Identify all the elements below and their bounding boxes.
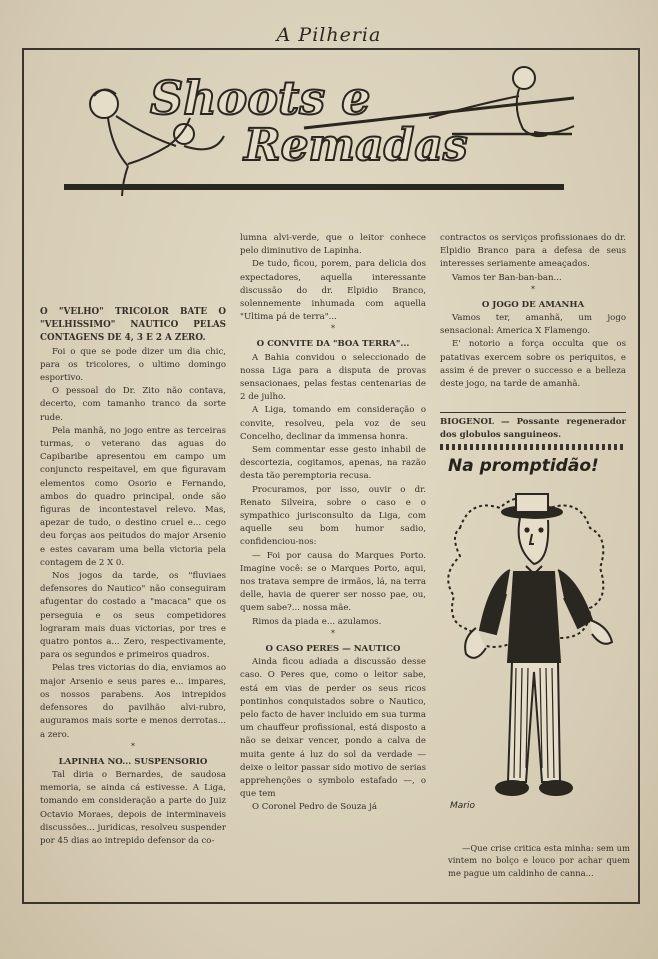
separator-star: * [331,324,335,334]
ad-text: BIOGENOL — Possante regenerador dos globulos sanguineos. [440,417,626,441]
paragraph: Procuramos, por isso, ouvir o dr. Renato Silveira, sobre o caso e o sympathico jurisconsulto da Liga, com aquelle seu bom humor sadio, confidenciou-nos: [240,484,426,548]
banner-title [150,71,468,171]
svg-text:Shoots e: Shoots e [150,71,371,125]
paragraph: contractos os serviços profissionaes do dr. Elpidio Branco para a defesa de seus interesses seriamente ameaçados. [440,233,626,270]
paragraph: — Foi por causa do Marques Porto. Imagine você: se o Marques Porto, aqui, nos tratava sempre de irmãos, lá, na terra delle, havia de querer ser nosso pae, ou, quem sabe?... nossa mãe. [240,550,426,614]
banner-illustration [64,56,624,196]
paragraph: Vamos ter Ban-ban-ban... [452,272,562,283]
paragraph: Foi o que se pode dizer um dia chic, para os tricolores, o ultimo domingo esportivo. [40,346,226,384]
wavy-divider [440,444,626,450]
column-1 [40,302,226,848]
separator-star: * [531,284,535,294]
separator-star: * [131,741,135,751]
headline-convite: O CONVITE DA "BOA TERRA"... [256,339,410,350]
paragraph: O Coronel Pedro de Souza já [252,802,377,813]
cartoon-title: Na promptidão! [448,456,599,476]
headline-jogo-amanha: O JOGO DE AMANHA [481,299,585,310]
banner-underline [64,184,564,190]
paragraph: De tudo, ficou, porem, para delicia dos expectadores, aquella interessante discussão do dr. Elpidio Branco, solennemente inhumada com aquella "Ultima pá de terra"... [240,259,426,323]
cartoon-illustration [440,488,630,828]
column-2 [240,232,426,815]
paragraph: A Liga, tomando em consideração o convite, resolveu, pela voz de seu Concelho, declinar da immensa honra. [240,405,426,442]
paragraph: Nos jogos da tarde, os "fluviaes defensores do Nautico" não conseguiram afugentar do costado a "macaca" que os perseguia e os seus competidores lograram mais duas victorias, por tres e quatro pontos a... Zero, respectivamente, para os segundos e primeiros quadros. [40,571,226,661]
separator-star: * [331,628,335,638]
paragraph: Pela manhã, no jogo entre as terceiras turmas, o veterano das aguas do Capibaribe apresentou em campo um conjuncto respeitavel, em que figuravam elementos como Osorio e Fernando, ambos do quadro principal, onde são figuras de incontestavel relevo. Mas, apezar de tudo, o destino cruel e... cego deu forças aos peitudos do major Arsenio e estes cavaram uma bella victoria pela contagem de 2 X 0. [40,425,226,568]
paragraph: A Bahia convidou o seleccionado de nossa Liga para a disputa de provas sensacionaes, pelas festas centenarias de 2 de julho. [240,352,426,403]
paragraph: Sem commentar esse gesto inhabil de descortezia, cogitamos, apenas, na razão desta tão peremptoria recusa. [240,445,426,482]
headline-tricolor: O "VELHO" TRICOLOR BATE O "VELHISSIMO" NAUTICO PELAS CONTAGENS DE 4, 3 E 2 A ZERO. [40,307,226,344]
paragraph: lumna alvi-verde, que o leitor conhece pelo diminutivo de Lapinha. [240,233,426,257]
running-head: A Pilheria [276,24,382,46]
column-rule [440,412,626,413]
paragraph: Vamos ter, amanhã, um jogo sensacional: America X Flamengo. [440,313,626,337]
paragraph: Rimos da piada e... azulamos. [252,616,382,627]
paragraph: E' notorio a força occulta que os patativas exercem sobre os periquitos, e assim é de prever o successo e a belleza deste jogo, na tarde de amanhã. [440,339,626,390]
column-3 [440,232,626,391]
cartoon-caption: —Que crise critica esta minha: sem um vintem no bolço e louco por achar quem me pague um caldinho de canna... [448,843,630,878]
paragraph: O pessoal do Dr. Zito não contava, decerto, com tamanho tranco da sorte rude. [40,386,226,423]
paragraph: Ainda ficou adiada a discussão desse caso. O Peres que, como o leitor sabe, está em vias de perder os seus ricos pontinhos conquistados sobre o Nautico, pelo facto de haver incluido em sua turma um chauffeur profissional, está disposto a não se deixar vencer, pondo a calva de muita gente á luz do sol da verdade — deixe o leitor passar sido motivo de serias apprehenções o symbolo estafado —, o que tem [240,657,426,800]
headline-caso-peres: O CASO PERES — NAUTICO [265,643,401,654]
paragraph: Tal diria o Bernardes, de saudosa memoria, se ainda cá estivesse. A Liga, tomando em consideração a parte do Juiz Octavio Moraes, depois de interminaveis discussões... juridicas, resolveu suspender por 45 dias ao intrepido defensor da co- [40,769,226,846]
paragraph: Pelas tres victorias do dia, enviamos ao major Arsenio e seus pares e... impares, os nossos parabens. Aos intrepidos defensores do pavilhão alvi-rubro, auguramos mais sorte e menos derrotas... a zero. [40,663,226,740]
biogenol-ad [440,416,626,442]
artist-signature: Mario [450,801,475,811]
svg-text:Remadas: Remadas [244,120,468,171]
headline-lapinha: LAPINHA NO... SUSPENSORIO [58,756,208,767]
